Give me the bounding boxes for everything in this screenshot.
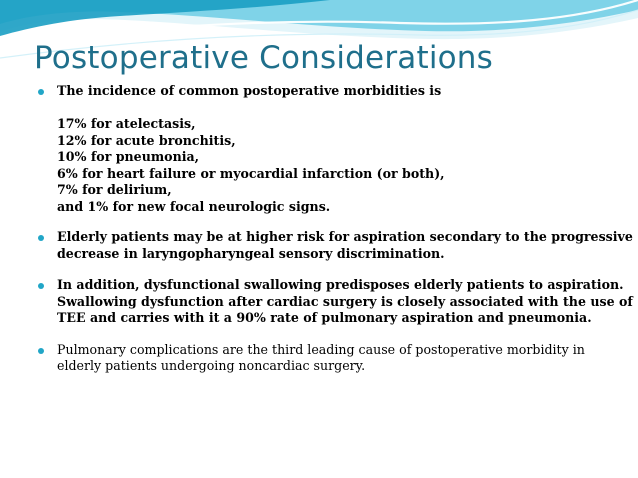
bullet-list xyxy=(36,83,633,375)
bullet-text-line: and 1% for new focal neurologic signs. xyxy=(57,198,331,214)
bullet-text-line: 7% for delirium, xyxy=(57,182,172,197)
bullet-pulmonary-complications xyxy=(36,342,606,375)
bullet-text-line: 10% for pneumonia, xyxy=(57,149,200,164)
bullet-dot-icon xyxy=(38,348,44,354)
bullet-text-line: elderly patients undergoing noncardiac surgery. xyxy=(57,358,366,373)
bullet-text-line: Elderly patients may be at higher risk for aspiration secondary to the progressive xyxy=(57,229,633,244)
bullet-morbidities xyxy=(36,83,606,215)
bullet-text-line: TEE and carries with it a 90% rate of pulmonary aspiration and pneumonia. xyxy=(57,310,592,325)
bullet-text-line: 6% for heart failure or myocardial infarction (or both), xyxy=(57,165,445,181)
bullet-spacer-line xyxy=(57,100,606,117)
slide-title: Postoperative Considerations xyxy=(34,40,494,76)
bullet-swallowing xyxy=(36,277,633,327)
bullet-text-line: decrease in laryngopharyngeal sensory discrimination. xyxy=(57,245,445,261)
bullet-text-line: 17% for atelectasis, xyxy=(57,116,196,131)
bullet-dot-icon xyxy=(38,89,44,95)
bullet-dot-icon xyxy=(38,283,44,289)
bullet-text-line: Swallowing dysfunction after cardiac surgery is closely associated with the use of xyxy=(57,293,633,309)
bullet-text-line: 12% for acute bronchitis, xyxy=(57,132,236,148)
bullet-dot-icon xyxy=(38,235,44,241)
bullet-text-line: Pulmonary complications are the third leading cause of postoperative morbidity in xyxy=(57,341,585,357)
bullet-text-line: In addition, dysfunctional swallowing predisposes elderly patients to aspiration. xyxy=(57,277,624,292)
bullet-aspiration-risk xyxy=(36,229,633,262)
bullet-text-line: The incidence of common postoperative morbidities is xyxy=(57,83,442,98)
